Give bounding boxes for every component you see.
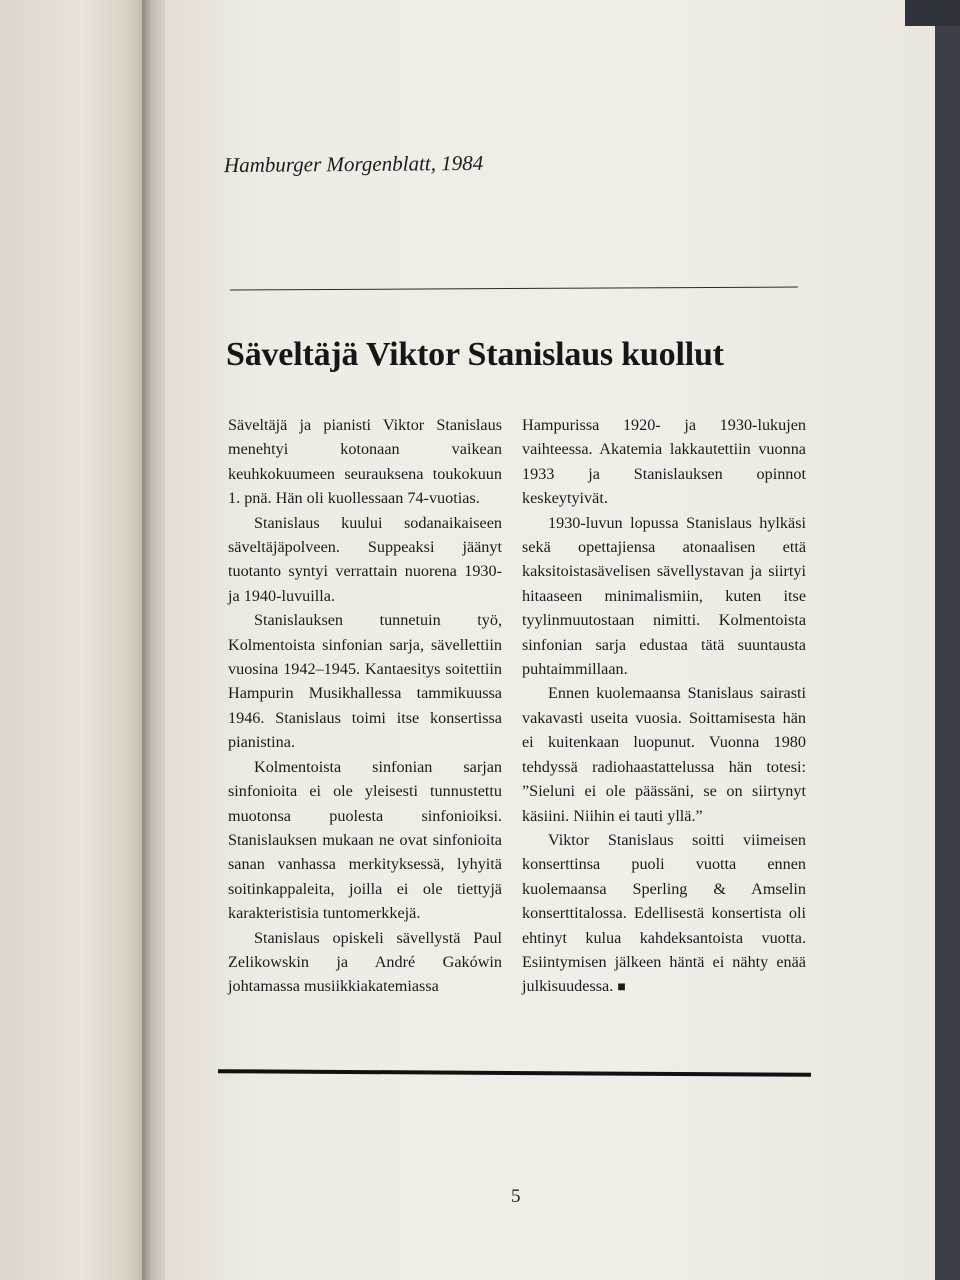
paragraph: Säveltäjä ja pianisti Viktor Stanislaus menehtyi kotonaan vaikean keuhkokuumeen seurauksena toukokuun 1. pnä. Hän oli kuollessaan 74-vuotias. <box>228 416 502 508</box>
background-edge <box>935 0 960 1280</box>
paragraph-text: Viktor Stanislaus soitti viimeisen konserttinsa puoli vuotta ennen kuolemaansa Sperling & Amselin konserttitalossa. Edellisestä konsertista oli ehtinyt kulua kahdeksantoista vuotta. Esiintymisen jälkeen häntä ei nähty enää julkisuudessa. <box>522 830 806 996</box>
article-column-right <box>522 413 806 1001</box>
background-corner <box>905 0 960 26</box>
article-column-left <box>228 413 502 999</box>
end-of-article-mark: ■ <box>617 980 626 996</box>
paragraph: Kolmentoista sinfonian sarjan sinfonioita ei ole yleisesti tunnustettu muotonsa puolesta sinfonioiksi. Stanislauksen mukaan ne ovat sinfonioita sanan vanhassa merkityksessä, lyhyitä soitinkappaleita, joilla ei ole tiettyjä karakteristisia tuntomerkkejä. <box>228 757 502 923</box>
article-headline: Säveltäjä Viktor Stanislaus kuollut <box>226 336 724 373</box>
paragraph: Hampurissa 1920- ja 1930-lukujen vaihteessa. Akatemia lakkautettiin vuonna 1933 ja Stanislauksen opinnot keskeytyivät. <box>522 416 806 508</box>
page-number: 5 <box>511 1186 521 1207</box>
paragraph: 1930-luvun lopussa Stanislaus hylkäsi sekä opettajiensa atonaalisen että kaksitoistasävelisen sävellystavan ja siirtyi hitaaseen minimalismiin, kuten itse tyylinmuutostaan nimitti. Kolmentoista sinfonian sarja edustaa tätä suuntausta puhtaimmillaan. <box>522 513 806 679</box>
paragraph: Stanislaus kuului sodanaikaiseen säveltäjäpolveen. Suppeaksi jäänyt tuotanto syntyi verrattain nuorena 1930- ja 1940-luvuilla. <box>228 513 502 605</box>
paragraph <box>522 828 806 1001</box>
newspaper-masthead: Hamburger Morgenblatt, 1984 <box>223 150 484 178</box>
paragraph: Stanislaus opiskeli sävellystä Paul Zelikowskin ja André Gakówin johtamassa musiikkiakatemiassa <box>228 928 502 996</box>
paragraph: Ennen kuolemaansa Stanislaus sairasti vakavasti useita vuosia. Soittamisesta hän ei kuitenkaan luopunut. Vuonna 1980 tehdyssä radiohaastattelussa hän totesi: ”Sieluni ei ole päässäni, se on siirtynyt käsiini. Niihin ei tauti yllä.” <box>522 684 806 825</box>
left-page <box>0 0 150 1280</box>
paragraph: Stanislauksen tunnetuin työ, Kolmentoista sinfonian sarja, sävellettiin vuosina 1942–1945. Kantaesitys soitettiin Hampurin Musikhallessa tammikuussa 1946. Stanislaus toimi itse konsertissa pianistina. <box>228 611 502 752</box>
